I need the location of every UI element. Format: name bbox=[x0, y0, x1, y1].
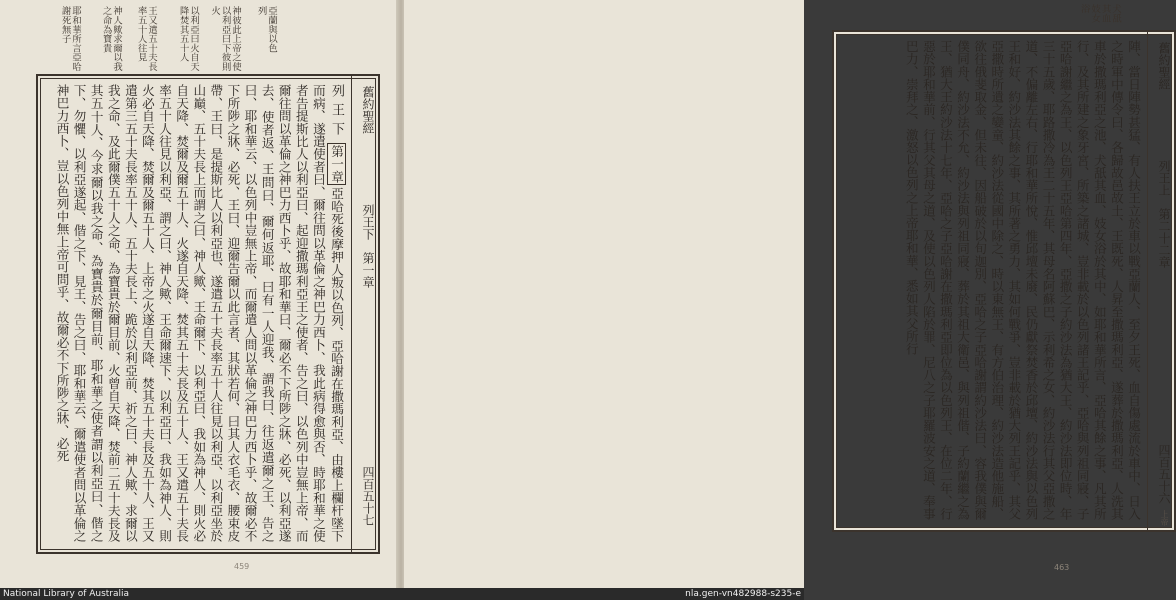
chapter-heading: 列王下 bbox=[329, 84, 344, 142]
left-body-content: 亞哈死後摩押人叛以色列、亞哈謝在撒瑪利亞、由樓上欄杆墜下而病、遂遣使者曰、爾往問以革倫之神巴力西卜、我此病得愈與否、時耶和華之使者告提斯比人以利亞曰、起迎撒瑪利亞王之使者、告之曰、以色列中豈無上帝、而爾往問以革倫之神巴力西卜乎、故耶和華曰、爾必不下所陟之牀、必死、以利亞遂去、使者返、王問曰、爾何返耶、曰有一人迎我、謂我曰、往返遣爾之王、告之曰、耶和華云、以色列中豈無上帝、而爾遣人問以革倫之神巴力西卜乎、故爾必不下所陟之牀、必死、王曰、迎爾告爾以此言者、其狀若何、曰其人衣毛衣、腰束皮帶、王曰、是提斯比人以利亞也、遂遣五十夫長率五十人往見以利亞、以利亞坐於山巔、五十夫長上而謂之曰、神人歟、王命爾下、以利亞曰、我如為神人、則火必自天降、焚爾及爾五十人、火遂自天降、焚其五十夫長及五十人、王又遣五十夫長率五十人往見以利亞、謂之曰、神人歟、王命爾速下、以利亞曰、我如為神人、則火必自天降、焚爾及爾五十人、上帝之火遂自天降、焚其五十夫長及五十人、王又遣第三五十夫長率五十人、五十夫長上、跪於以利亞前、祈之曰、神人歟、求爾以我之命、及此爾僕五十人之命、為寶貴於爾目前、火曾自天降、焚前二五十夫長及其五十人、今求爾以我之命、為寶貴於爾目前、耶和華之使者謂以利亞曰、偕之下、勿懼、以利亞遂起、偕之下、見王、告之曰、耶和華云、爾遣使者問以革倫之神巴力西卜、豈以色列中無上帝可問乎、故爾必不下所陟之牀、必死 bbox=[54, 84, 344, 542]
margin-note: 以利亞曰火自天降焚其五十人 bbox=[177, 6, 199, 72]
chapter-number: 第一章 bbox=[361, 252, 375, 288]
margin-note: 王又遣五十夫長率五十人往見 bbox=[135, 6, 157, 72]
margin-note: 耶和華所言亞哈謝死無子 bbox=[59, 6, 81, 72]
left-page-header-strip bbox=[351, 76, 378, 552]
margin-note: 神人歟求爾以我之命為寶貴 bbox=[100, 6, 122, 72]
margin-note: 犬舐其血妓女浴 bbox=[1078, 4, 1121, 23]
right-text-frame bbox=[832, 30, 1176, 532]
pencil-mark: 463 bbox=[1054, 563, 1070, 572]
left-text-frame bbox=[36, 74, 380, 554]
running-title: 舊約聖經 bbox=[361, 86, 375, 134]
chapter-number: 第二十二章 bbox=[1157, 208, 1171, 268]
right-body-text: 陣、當日陣勢甚猛、有人扶王立於車以戰亞蘭人、至夕王死、血自傷處流於車中、日入之時軍中傳令曰、各歸故邑故土、王既死、人昇至撒瑪利亞、遂葬於撒瑪利亞、人洗其車於撒瑪利亞之池、犬舐其血、妓女浴於其中、如耶和華所言、亞哈其餘之事、凡其所行、及其所建之象牙宮、所築之諸城、豈非載於以色列諸王記乎、亞哈與列祖同寢、子亞哈謝繼之為王、以色列王亞哈第四年、亞撒之子約沙法為猶大王、約沙法即位時、年三十五歲、耶路撒冷為王二十五年、其母名阿蘇巴、示利希之女、約沙法行其父亞撒之道、不偏離左右、行耶和華所悅、惟邱壇未廢、民仍獻祭焚香於邱壇、約沙法與以色列王和好、約沙法其餘之事、其所著之勇力、其如何戰爭、豈非載於猶大列王記乎、其父亞撒時所遺之孌童、約沙法從國中除之、時以東無王、有方伯治理、約沙法造他施船、欲往俄斐取金、但未往、因船破於以旬迦別、亞哈之子亞哈謝謂約沙法曰、容我僕與爾僕同舟、約沙法不允、約沙法與列祖同寢、葬於其祖大衛邑、與列祖偕、子約蘭繼之為王、猶大王約沙法十七年、亞哈之子亞哈謝在撒瑪利亞即位為以色列王、在位二年、行惡於耶和華前、行其父其母之道、及使以色列人陷於罪、尼八之子耶羅波安之道、奉事巴力、崇拜之、激怒以色列之上帝耶和華、悉如其父所行 bbox=[903, 40, 1141, 520]
margin-note: 亞蘭與以色列 bbox=[255, 6, 277, 53]
chapter-label bbox=[362, 204, 374, 288]
right-page-header-strip bbox=[1147, 32, 1174, 530]
chapter-label bbox=[1158, 160, 1170, 268]
chapter-marker: 第一章 bbox=[327, 143, 346, 185]
viewer-footer bbox=[0, 588, 804, 600]
book-name: 列王下 bbox=[361, 204, 375, 240]
signature-mark: 上帝 bbox=[1160, 510, 1169, 526]
book-name: 列王上 bbox=[1157, 160, 1171, 196]
margin-note: 神彼此上帝之使以利亞曰下彼則火 bbox=[209, 6, 241, 72]
page-number: 四百五十七 bbox=[361, 466, 375, 526]
running-title: 舊約聖經 bbox=[1157, 42, 1171, 90]
item-reference: nla.gen-vn482988-s235-e bbox=[685, 589, 801, 599]
library-credit: National Library of Australia bbox=[3, 589, 130, 599]
right-page bbox=[404, 0, 1171, 588]
left-body-text bbox=[46, 84, 346, 542]
page-number: 四百五十六 bbox=[1157, 444, 1171, 504]
left-page bbox=[0, 0, 398, 588]
pencil-mark: 459 bbox=[234, 562, 250, 571]
